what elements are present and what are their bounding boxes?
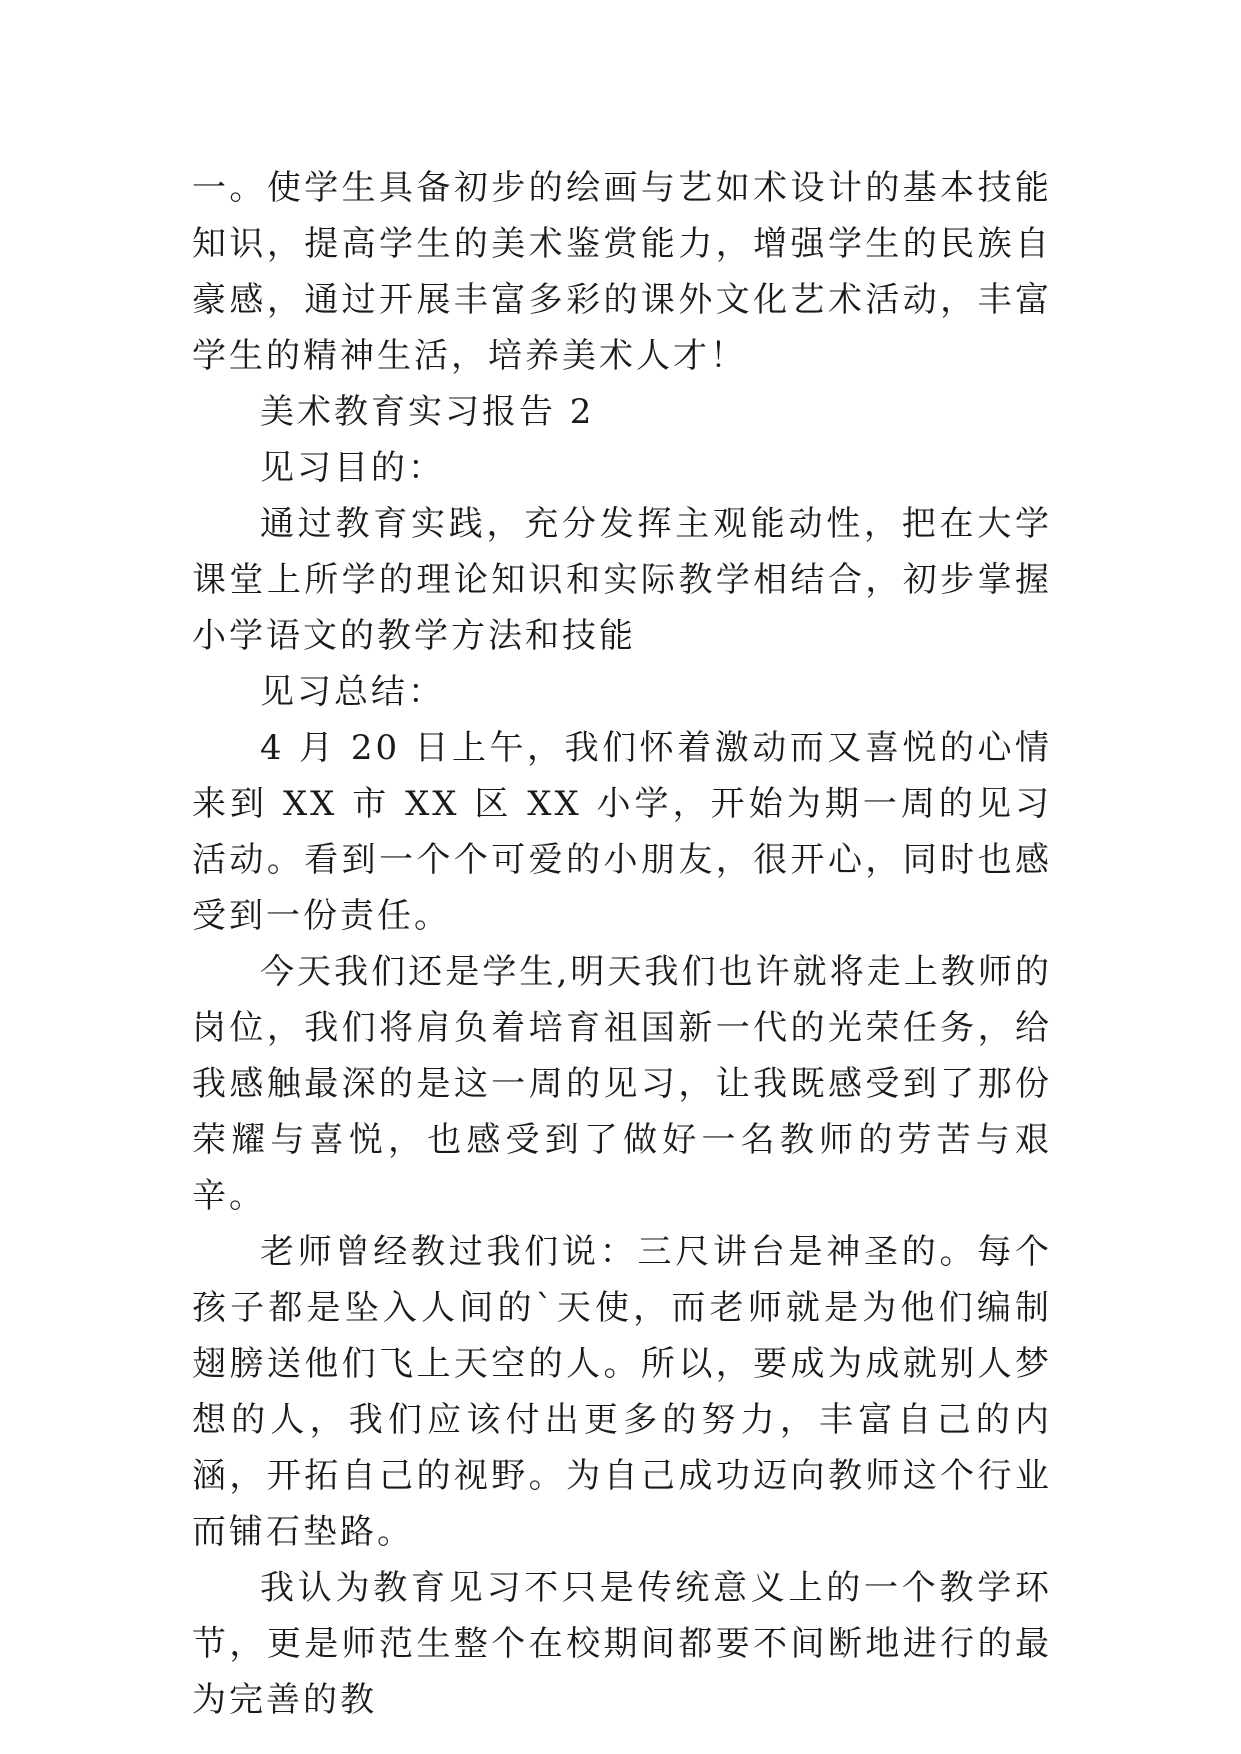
paragraph-purpose: 通过教育实践，充分发挥主观能动性，把在大学课堂上所学的理论知识和实际教学相结合，初步掌握小学语文的教学方法和技能 bbox=[192, 504, 1052, 656]
paragraph-summary-arrival: 4 月 20 日上午，我们怀着激动而又喜悦的心情来到 XX 市 XX 区 XX 小学，开始为期一周的见习活动。看到一个个可爱的小朋友，很开心，同时也感受到一份责任。 bbox=[192, 728, 1052, 936]
paragraph-summary-reflection: 我认为教育见习不只是传统意义上的一个教学环节，更是师范生整个在校期间都要不间断地进行的最为完善的教 bbox=[192, 1568, 1052, 1720]
paragraph-summary-teacher: 老师曾经教过我们说：三尺讲台是神圣的。每个孩子都是坠入人间的`天使，而老师就是为他们编制翅膀送他们飞上天空的人。所以，要成为成就别人梦想的人，我们应该付出更多的努力，丰富自己的内涵，开拓自己的视野。为自己成功迈向教师这个行业而铺石垫路。 bbox=[192, 1232, 1052, 1552]
paragraph-summary-students: 今天我们还是学生,明天我们也许就将走上教师的岗位，我们将肩负着培育祖国新一代的光荣任务，给我感触最深的是这一周的见习，让我既感受到了那份荣耀与喜悦，也感受到了做好一名教师的劳苦与艰辛。 bbox=[192, 952, 1052, 1216]
section-heading-purpose: 见习目的： bbox=[260, 448, 445, 488]
section-heading-summary: 见习总结： bbox=[260, 672, 445, 712]
paragraph-intro-goals: 一。使学生具备初步的绘画与艺如术设计的基本技能知识，提高学生的美术鉴赏能力，增强学生的民族自豪感，通过开展丰富多彩的课外文化艺术活动，丰富学生的精神生活，培养美术人才！ bbox=[192, 168, 1052, 376]
report-title: 美术教育实习报告 2 bbox=[260, 392, 595, 432]
document-body bbox=[192, 160, 1052, 1728]
